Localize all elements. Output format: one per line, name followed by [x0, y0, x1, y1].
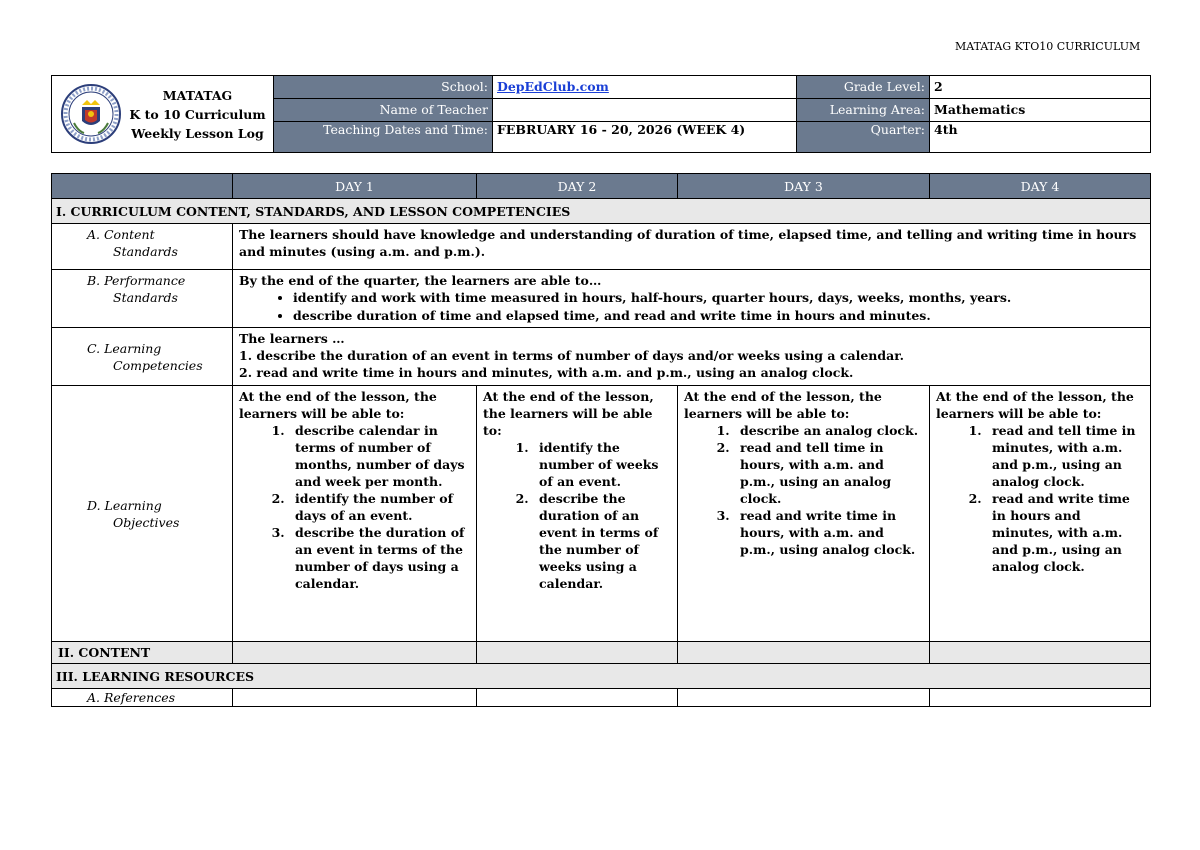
objectives-label-line-2: Objectives — [113, 514, 180, 530]
grade-level-label: Grade Level: — [797, 76, 930, 99]
day-2-objectives — [477, 386, 678, 642]
competencies-cell — [233, 328, 1151, 386]
content-section-label: II. CONTENT — [52, 642, 233, 664]
quarter-value: 4th — [930, 121, 1151, 152]
deped-seal-icon — [60, 83, 122, 145]
log-title-line-3: Weekly Lesson Log — [131, 125, 264, 141]
competency-item-1: 1. describe the duration of an event in terms of number of days and/or weeks using a calendar. — [239, 348, 904, 363]
objective-item: 1. read and tell time in minutes, with a.m. and p.m., using an analog clock. — [986, 422, 1144, 490]
section-resources-row — [52, 664, 1151, 689]
day-4-header: DAY 4 — [930, 174, 1151, 199]
performance-standards-intro: By the end of the quarter, the learners are able to… — [239, 273, 602, 288]
header-logo-cell — [52, 76, 274, 153]
day-4-objectives-list — [936, 422, 1144, 575]
objective-item: 2. describe the duration of an event in terms of the number of weeks using a calendar. — [533, 490, 671, 592]
references-day-1-cell — [233, 689, 477, 707]
teacher-label: Name of Teacher — [274, 98, 493, 121]
grade-level-value: 2 — [930, 76, 1151, 99]
lesson-log-header — [51, 75, 1151, 153]
content-day-1-cell — [233, 642, 477, 664]
objectives-label-line-1: D. Learning — [87, 497, 162, 513]
day-1-objectives-list — [239, 422, 470, 592]
references-day-2-cell — [477, 689, 678, 707]
performance-standards-list — [239, 289, 1144, 325]
competencies-intro: The learners … — [239, 331, 345, 346]
day-header-row — [52, 174, 1151, 199]
performance-standards-label — [52, 270, 233, 328]
section-curriculum-title: I. CURRICULUM CONTENT, STANDARDS, AND LESSON COMPETENCIES — [52, 199, 1151, 224]
content-day-3-cell — [678, 642, 930, 664]
teacher-value — [493, 98, 797, 121]
running-header: MATATAG KTO10 CURRICULUM — [955, 40, 1141, 53]
competency-item-2: 2. read and write time in hours and minutes, with a.m. and p.m., using an analog clock. — [239, 365, 854, 380]
competencies-label-line-1: C. Learning — [87, 340, 162, 356]
school-link[interactable]: DepEdClub.com — [497, 79, 609, 95]
log-title — [122, 86, 273, 143]
references-label — [52, 689, 233, 707]
lesson-log-table — [51, 173, 1151, 707]
log-title-line-2: K to 10 Curriculum — [129, 106, 266, 122]
day-4-objectives — [930, 386, 1151, 642]
performance-standards-row — [52, 270, 1151, 328]
school-value — [493, 76, 797, 99]
competencies-row — [52, 328, 1151, 386]
day-2-objectives-list — [483, 439, 671, 592]
day-1-header: DAY 1 — [233, 174, 477, 199]
objective-item: 1. identify the number of weeks of an event. — [533, 439, 671, 490]
learning-area-label: Learning Area: — [797, 98, 930, 121]
day-2-header: DAY 2 — [477, 174, 678, 199]
objective-item: 2. identify the number of days of an event. — [289, 490, 470, 524]
quarter-label: Quarter: — [797, 121, 930, 152]
day-2-objectives-intro: At the end of the lesson, the learners will be able to: — [483, 389, 654, 438]
objective-item: 2. read and write time in hours and minutes, with a.m. and p.m., using an analog clock. — [986, 490, 1144, 575]
performance-standards-label-line-2: Standards — [113, 290, 178, 305]
references-label-text: A. References — [87, 690, 176, 705]
performance-standard-item: • describe duration of time and elapsed time, and read and write time in hours and minutes. — [293, 307, 1144, 325]
content-standards-row — [52, 224, 1151, 270]
day-3-objectives-list — [684, 422, 923, 558]
learning-area-value: Mathematics — [930, 98, 1151, 121]
content-standards-label-line-2: Standards — [113, 244, 178, 259]
references-row — [52, 689, 1151, 707]
competencies-label-line-2: Competencies — [113, 357, 203, 373]
log-title-line-1: MATATAG — [162, 87, 233, 103]
objectives-label — [52, 386, 233, 642]
day-1-objectives-intro: At the end of the lesson, the learners will be able to: — [239, 389, 437, 421]
content-standards-text: The learners should have knowledge and understanding of duration of time, elapsed time, and telling and writing time in hours and minutes (using a.m. and p.m.). — [233, 224, 1151, 270]
references-day-3-cell — [678, 689, 930, 707]
objective-item: 1. describe calendar in terms of number of months, number of days and week per month. — [289, 422, 470, 490]
objective-item: 3. read and write time in hours, with a.m. and p.m., using analog clock. — [734, 507, 923, 558]
references-day-4-cell — [930, 689, 1151, 707]
performance-standards-label-line-1: B. Performance — [87, 273, 186, 288]
corner-header — [52, 174, 233, 199]
content-row — [52, 642, 1151, 664]
objective-item: 3. describe the duration of an event in terms of the number of days using a calendar. — [289, 524, 470, 592]
school-label: School: — [274, 76, 493, 99]
content-standards-label-line-1: A. Content — [87, 227, 155, 242]
objectives-row — [52, 386, 1151, 642]
performance-standard-item: • identify and work with time measured in hours, half-hours, quarter hours, days, weeks, months, years. — [293, 289, 1144, 307]
day-4-objectives-intro: At the end of the lesson, the learners will be able to: — [936, 389, 1134, 421]
performance-standards-cell — [233, 270, 1151, 328]
day-1-objectives — [233, 386, 477, 642]
section-curriculum-row — [52, 199, 1151, 224]
day-3-header: DAY 3 — [678, 174, 930, 199]
day-3-objectives — [678, 386, 930, 642]
content-standards-label — [52, 224, 233, 270]
section-resources-title: III. LEARNING RESOURCES — [52, 664, 1151, 689]
teaching-dates-label: Teaching Dates and Time: — [274, 121, 493, 152]
objective-item: 1. describe an analog clock. — [734, 422, 923, 439]
competencies-label — [52, 328, 233, 386]
content-day-2-cell — [477, 642, 678, 664]
teaching-dates-value: FEBRUARY 16 - 20, 2026 (WEEK 4) — [493, 121, 797, 152]
content-day-4-cell — [930, 642, 1151, 664]
day-3-objectives-intro: At the end of the lesson, the learners will be able to: — [684, 389, 882, 421]
objective-item: 2. read and tell time in hours, with a.m. and p.m., using an analog clock. — [734, 439, 923, 507]
